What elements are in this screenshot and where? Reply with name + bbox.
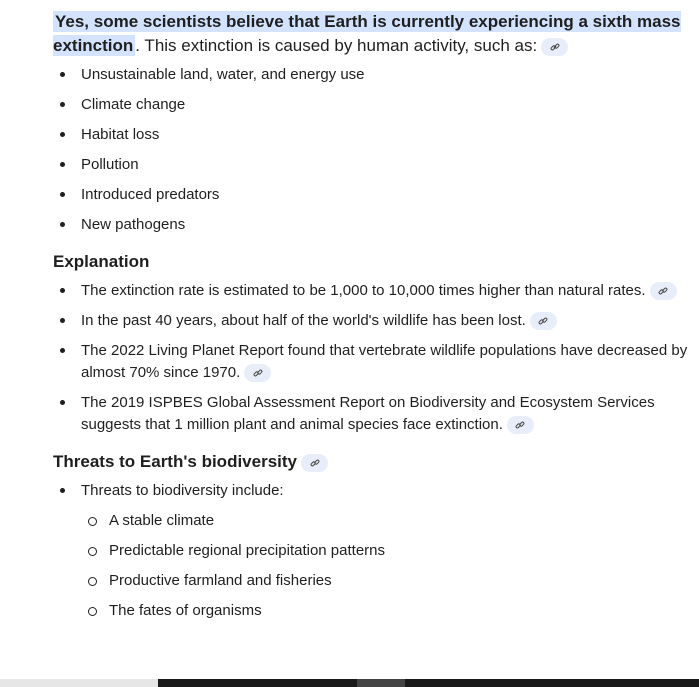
link-icon xyxy=(658,286,668,296)
response-content xyxy=(53,10,693,630)
list-item: New pathogens xyxy=(53,214,693,236)
list-item: The extinction rate is estimated to be 1,000 to 10,000 times higher than natural rates. xyxy=(53,280,693,302)
source-link-chip[interactable] xyxy=(244,364,271,382)
horizontal-scrollbar[interactable] xyxy=(0,679,699,687)
causes-list xyxy=(53,64,693,236)
list-item: Pollution xyxy=(53,154,693,176)
explanation-list xyxy=(53,280,693,436)
intro-text: . This extinction is caused by human activity, such as: xyxy=(135,36,538,55)
source-link-chip[interactable] xyxy=(507,416,534,434)
highlighted-text: Yes, some scientists believe that Earth is currently experiencing a sixth mass extinction xyxy=(53,12,681,55)
list-item: The 2022 Living Planet Report found that vertebrate wildlife populations have decreased by almost 70% since 1970. xyxy=(53,340,693,384)
list-item: Habitat loss xyxy=(53,124,693,146)
scrollbar-thumb[interactable] xyxy=(158,679,699,687)
source-link-chip[interactable] xyxy=(530,312,557,330)
list-item: Introduced predators xyxy=(53,184,693,206)
explanation-heading: Explanation xyxy=(53,252,150,271)
sub-list-item: Predictable regional precipitation patterns xyxy=(53,540,693,562)
list-item: The 2019 ISPBES Global Assessment Report on Biodiversity and Ecosystem Services suggests that 1 million plant and animal species face extinction. xyxy=(53,392,693,436)
list-item: Threats to biodiversity include: xyxy=(53,480,693,502)
sub-list-item: The fates of organisms xyxy=(53,600,693,622)
intro-paragraph xyxy=(53,10,693,58)
source-link-chip[interactable] xyxy=(301,454,328,472)
sub-list-item: Productive farmland and fisheries xyxy=(53,570,693,592)
link-icon xyxy=(515,420,525,430)
source-link-chip[interactable] xyxy=(541,38,568,56)
link-icon xyxy=(310,458,320,468)
list-item: Climate change xyxy=(53,94,693,116)
scrollbar-thumb-highlight xyxy=(357,679,405,687)
threats-sublist xyxy=(53,510,693,622)
list-item: Unsustainable land, water, and energy use xyxy=(53,64,693,86)
threats-heading: Threats to Earth's biodiversity xyxy=(53,450,693,474)
list-item: In the past 40 years, about half of the world's wildlife has been lost. xyxy=(53,310,693,332)
threats-list xyxy=(53,480,693,502)
link-icon xyxy=(538,316,548,326)
link-icon xyxy=(253,368,263,378)
source-link-chip[interactable] xyxy=(650,282,677,300)
sub-list-item: A stable climate xyxy=(53,510,693,532)
link-icon xyxy=(550,42,560,52)
